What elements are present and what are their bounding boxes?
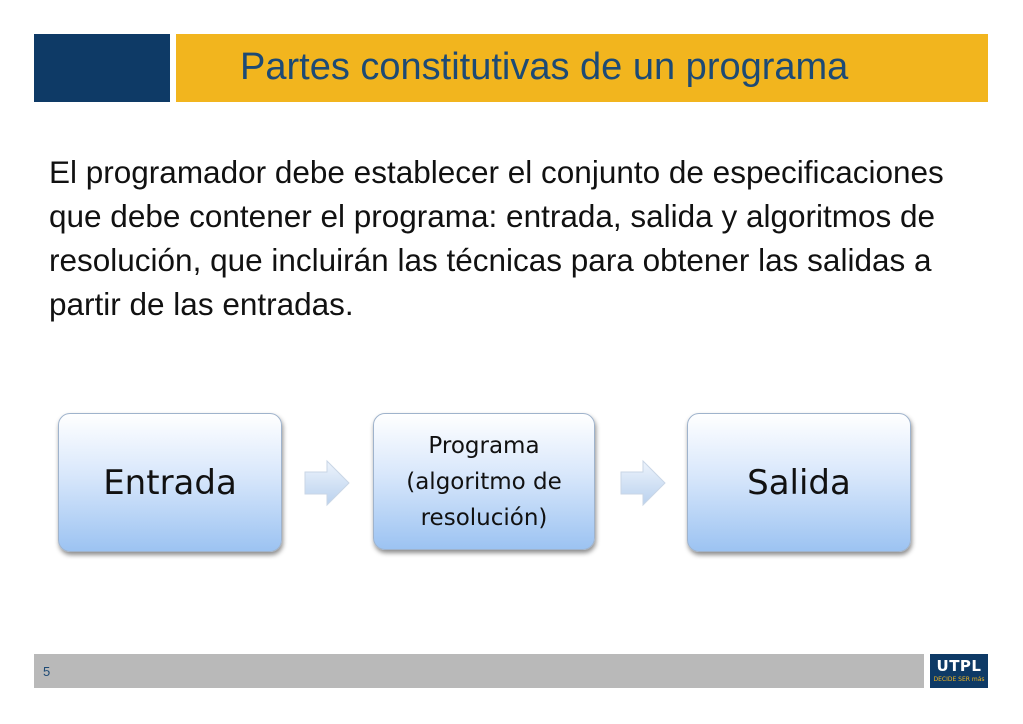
input-box-label: Entrada xyxy=(103,462,237,503)
program-box xyxy=(373,413,595,550)
slide-number: 5 xyxy=(43,664,51,679)
footer-bar xyxy=(34,654,924,688)
right-arrow-icon xyxy=(303,459,351,507)
slide-title: Partes constitutivas de un programa xyxy=(240,46,849,88)
header-blue-block xyxy=(34,34,170,102)
program-box-label: Programa (algoritmo de resolución) xyxy=(406,432,562,531)
right-arrow-icon xyxy=(619,459,667,507)
logo-name: UTPL xyxy=(936,657,982,675)
output-box xyxy=(687,413,911,552)
output-box-label: Salida xyxy=(747,462,851,503)
input-box xyxy=(58,413,282,552)
logo-tagline: DECIDE SER más xyxy=(933,676,985,683)
utpl-logo xyxy=(930,654,988,688)
body-paragraph: El programador debe establecer el conjunto de especificaciones que debe contener el programa: entrada, salida y algoritmos de resolución, que incluirán las técnicas para obtener las salidas a partir de las entradas. xyxy=(49,154,944,322)
